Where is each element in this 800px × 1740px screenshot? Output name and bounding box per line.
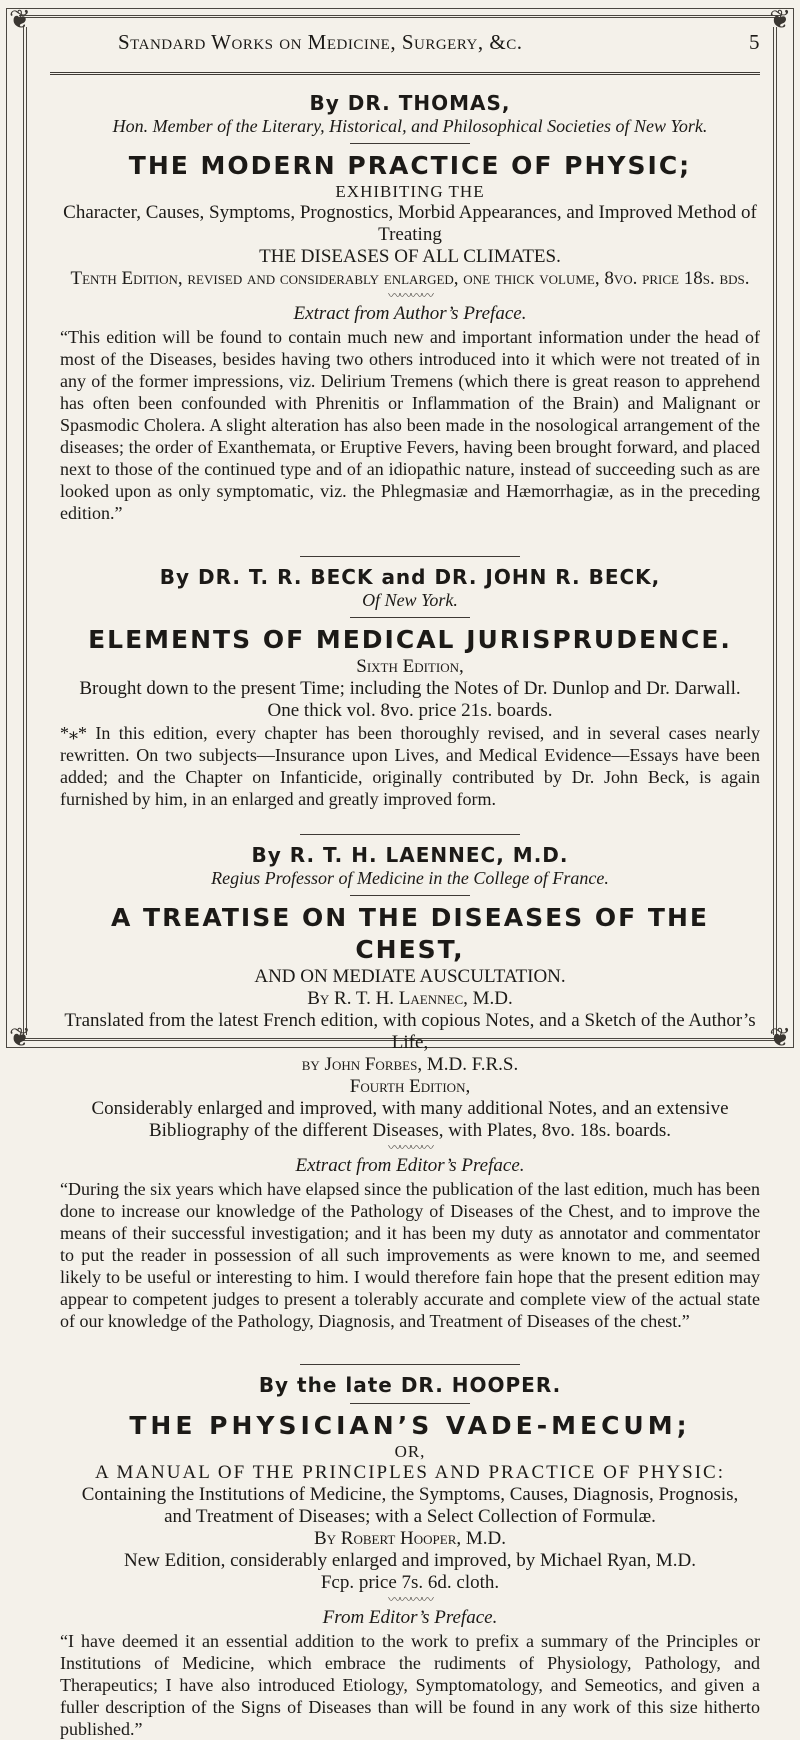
entry-author-note: Regius Professor of Medicine in the College of France. bbox=[211, 868, 609, 888]
book-line: AND ON MEDIATE AUSCULTATION. bbox=[254, 966, 566, 987]
divider bbox=[350, 617, 470, 618]
book-line: Character, Causes, Symptoms, Prognostics, Morbid Appearances, and Improved Method of Treating bbox=[63, 202, 757, 245]
corner-ornament-icon: ❦ bbox=[9, 5, 31, 34]
extract-text: “During the six years which have elapsed since the publication of the last edition, much has been done to increase our knowledge of the Pathology of Diseases of the Chest, and to improve the means of their successful investigation; and it has been my duty as annotator and commentator to put the reader in possession of all such improvements as were known to me, and seemed likely to be useful or interesting to him. I would therefore fain hope that the present edition may appear to competent judges to present a tolerably accurate and complete view of the actual state of our knowledge of the Pathology, Diagnosis, and Treatment of Diseases of the chest.” bbox=[60, 1179, 760, 1331]
book-line: Containing the Institutions of Medicine, the Symptoms, Causes, Diagnosis, Prognosis, bbox=[81, 1484, 739, 1505]
corner-ornament-icon: ❦ bbox=[769, 1023, 791, 1052]
page-number: 5 bbox=[749, 30, 760, 54]
entry-thomas bbox=[60, 91, 760, 524]
book-title: ELEMENTS OF MEDICAL JURISPRUDENCE. bbox=[88, 625, 732, 654]
entry-author-note: Of New York. bbox=[362, 590, 458, 610]
entry-author: By R. T. H. LAENNEC, M.D. bbox=[251, 843, 569, 867]
entry-author: By the late DR. HOOPER. bbox=[258, 1373, 562, 1397]
wavy-divider: 〰〰〰〰 bbox=[387, 1592, 432, 1607]
book-edition: Tenth Edition, revised and considerably enlarged, one thick volume, 8vo. price 18s. bds. bbox=[70, 268, 750, 289]
extract-heading: From Editor’s Preface. bbox=[322, 1607, 498, 1628]
divider bbox=[350, 895, 470, 896]
entry-author: By DR. THOMAS, bbox=[309, 91, 511, 115]
book-line: Translated from the latest French edition, with copious Notes, and a Sketch of the Author’s Life, bbox=[64, 1010, 756, 1053]
book-edition: Sixth Edition, bbox=[356, 656, 464, 677]
book-line: Fcp. price 7s. 6d. cloth. bbox=[320, 1572, 500, 1593]
section-divider bbox=[300, 834, 520, 835]
divider bbox=[350, 143, 470, 144]
entry-note: *⁎* In this edition, every chapter has been thoroughly revised, and in several cases nearly rewritten. On two subjects—Insurance upon Lives, and Medical Evidence—Essays have been added; and the Chapter on Infanticide, originally contributed by Dr. John Beck, is again furnished by him, in an enlarged and greatly improved form. bbox=[60, 723, 760, 809]
extract-text: “I have deemed it an essential addition to the work to prefix a summary of the Principles or Institutions of Medicine, which embrace the rudiments of Physiology, Pathology, and Therapeutics; I have also introduced Etiology, Symptomatology, and Semeotics, and given a fuller description of the Signs of Diseases than will be found in any work of this size hitherto published.” bbox=[60, 1631, 760, 1739]
section-divider bbox=[300, 1364, 520, 1365]
header-rule bbox=[50, 72, 760, 75]
extract-heading: Extract from Editor’s Preface. bbox=[295, 1155, 525, 1176]
book-edition: Fourth Edition, bbox=[349, 1076, 471, 1097]
book-line: Bibliography of the different Diseases, with Plates, 8vo. 18s. boards. bbox=[148, 1120, 672, 1141]
entry-author: By DR. T. R. BECK and DR. JOHN R. BECK, bbox=[159, 565, 661, 589]
running-head-title: Standard Works on Medicine, Surgery, &c. bbox=[118, 30, 523, 54]
entry-laennec bbox=[60, 843, 760, 1332]
frame-top-rule bbox=[19, 15, 781, 18]
entry-author-note: Hon. Member of the Literary, Historical, and Philosophical Societies of New York. bbox=[112, 116, 708, 136]
book-title: THE MODERN PRACTICE OF PHYSIC; bbox=[128, 151, 692, 180]
divider bbox=[350, 1403, 470, 1404]
book-line: Brought down to the present Time; including the Notes of Dr. Dunlop and Dr. Darwall. bbox=[79, 678, 741, 699]
wavy-divider: 〰〰〰〰 bbox=[387, 1140, 432, 1155]
book-line: THE DISEASES OF ALL CLIMATES. bbox=[259, 246, 561, 267]
corner-ornament-icon: ❦ bbox=[769, 5, 791, 34]
book-line: A MANUAL OF THE PRINCIPLES AND PRACTICE OF PHYSIC: bbox=[95, 1462, 725, 1483]
book-title: A TREATISE ON THE DISEASES OF THE CHEST, bbox=[111, 903, 709, 964]
wavy-divider: 〰〰〰〰 bbox=[387, 288, 432, 303]
book-line: One thick vol. 8vo. price 21s. boards. bbox=[267, 700, 553, 721]
book-line: and Treatment of Diseases; with a Select Collection of Formulæ. bbox=[164, 1506, 656, 1527]
entry-beck bbox=[60, 565, 760, 810]
book-line: By R. T. H. Laennec, M.D. bbox=[307, 988, 513, 1009]
corner-ornament-icon: ❦ bbox=[9, 1023, 31, 1052]
extract-text: “This edition will be found to contain much new and important information under the head of most of the Diseases, besides having two others introduced into it which were not treated of in any of the former impressions, viz. Delirium Tremens (which there is great reason to apprehend has often been confounded with Phrenitis or Inflammation of the Brain) and Malignant or Spasmodic Cholera. A slight alteration has also been made in the nosological arrangement of the diseases; the order of Exanthemata, or Eruptive Fevers, having been brought forward, and placed next to those of the continued type and of an idiopathic nature, instead of succeeding such as are looked upon as only symptomatic, viz. the Phlegmasiæ and Hæmorrhagiæ, as in the preceding edition.” bbox=[60, 327, 760, 523]
page-content bbox=[60, 30, 760, 1740]
book-line: by John Forbes, M.D. F.R.S. bbox=[301, 1054, 519, 1075]
book-line: EXHIBITING THE bbox=[335, 182, 485, 201]
book-line: New Edition, considerably enlarged and improved, by Michael Ryan, M.D. bbox=[124, 1550, 696, 1571]
section-divider bbox=[300, 556, 520, 557]
book-line: By Robert Hooper, M.D. bbox=[313, 1528, 507, 1549]
extract-heading: Extract from Author’s Preface. bbox=[293, 303, 527, 324]
entry-hooper bbox=[60, 1373, 760, 1740]
book-title: THE PHYSICIAN’S VADE-MECUM; bbox=[129, 1411, 691, 1440]
running-head bbox=[60, 30, 760, 70]
book-line: OR, bbox=[394, 1442, 426, 1461]
book-line: Considerably enlarged and improved, with many additional Notes, and an extensive bbox=[91, 1098, 729, 1119]
